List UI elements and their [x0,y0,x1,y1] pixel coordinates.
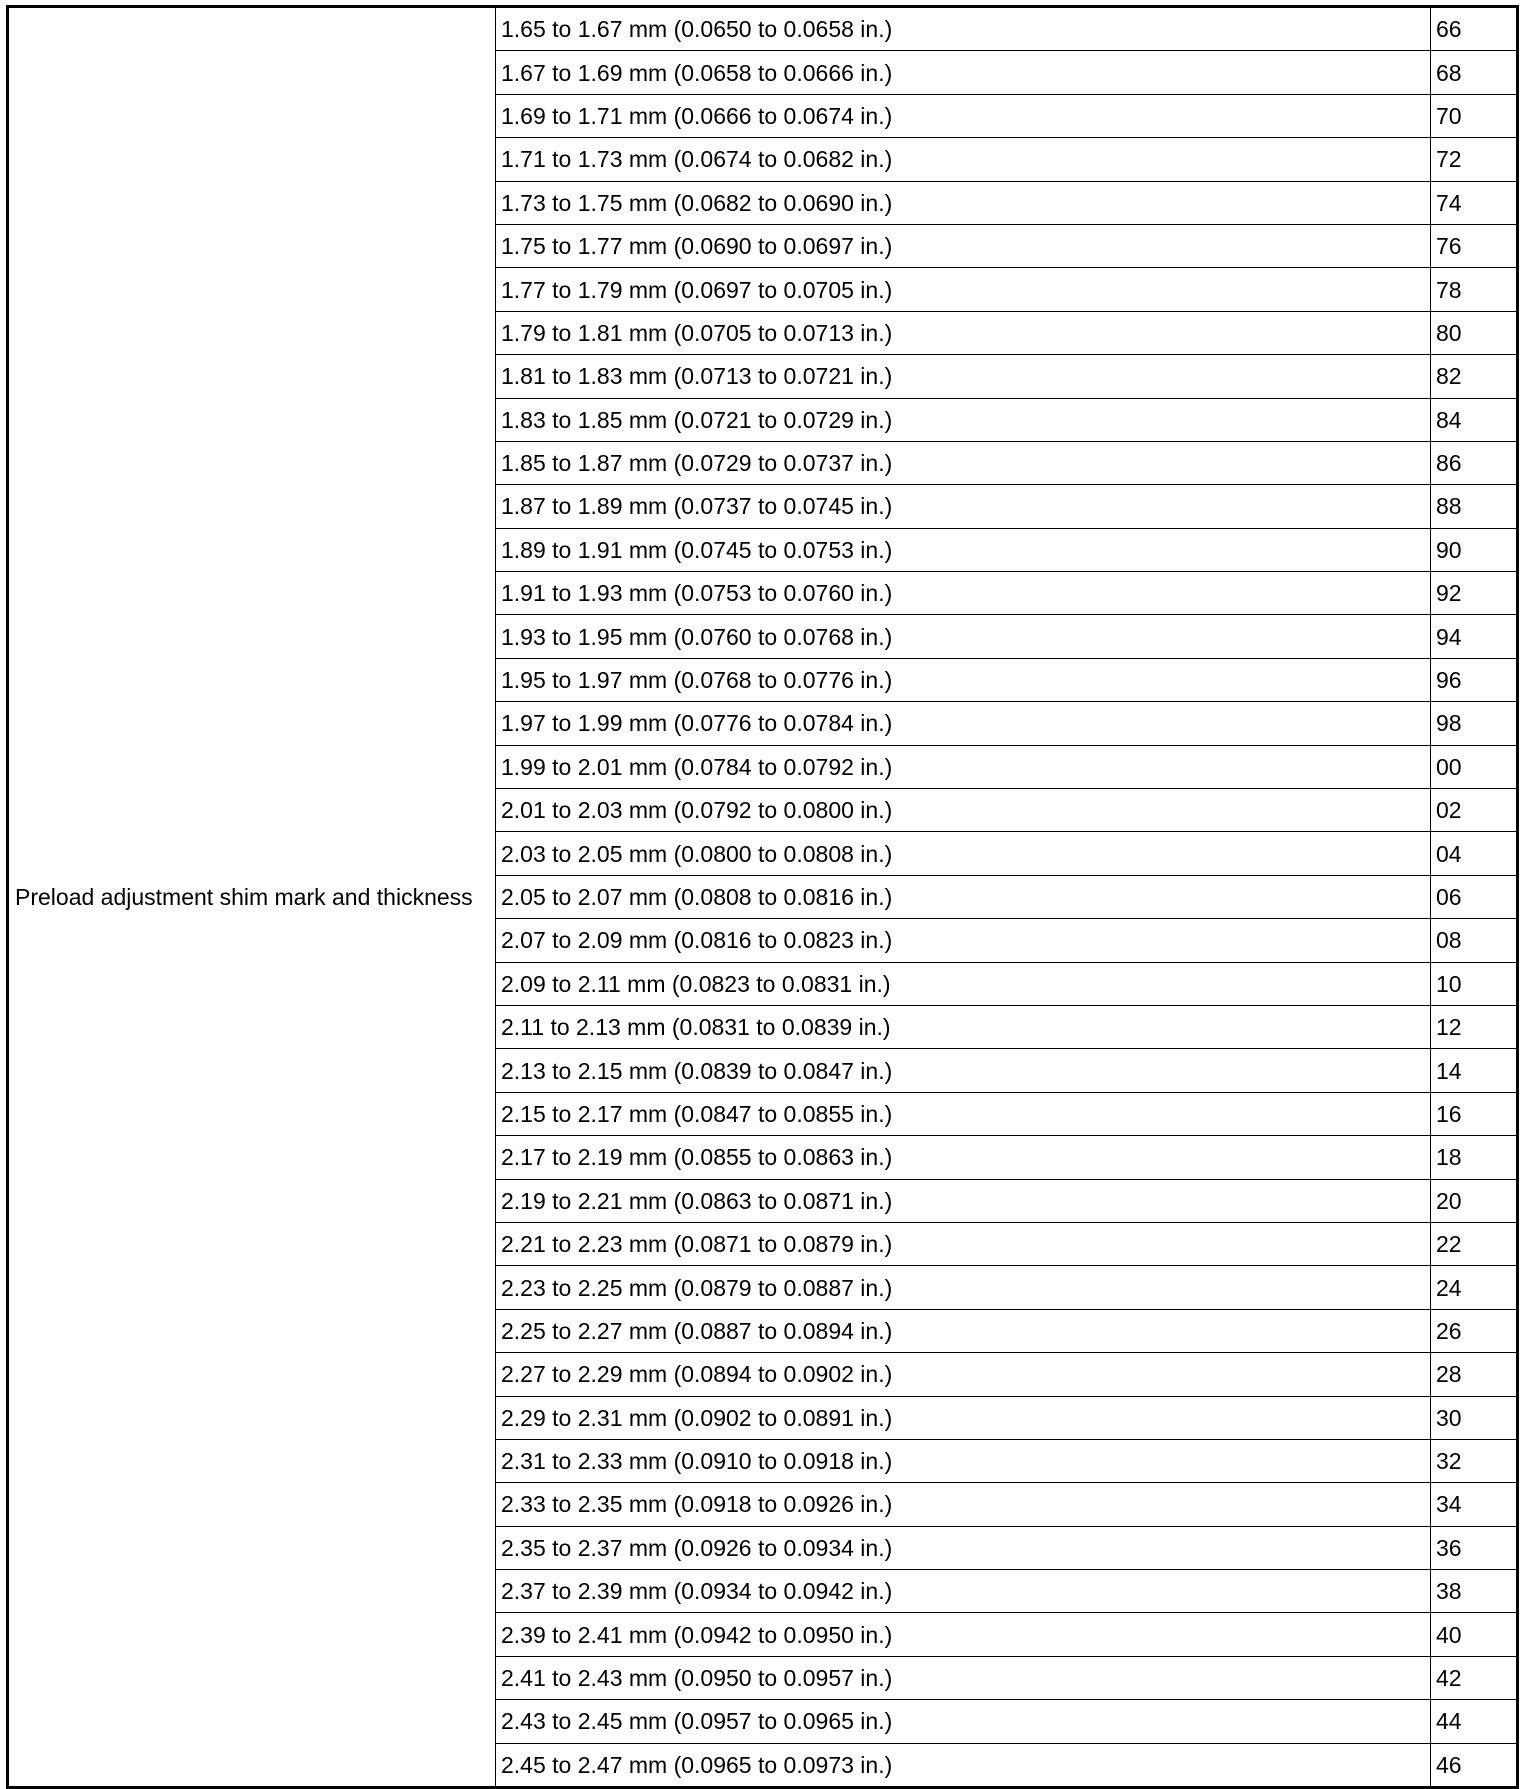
thickness-cell: 2.15 to 2.17 mm (0.0847 to 0.0855 in.) [496,1092,1431,1135]
thickness-cell: 2.43 to 2.45 mm (0.0957 to 0.0965 in.) [496,1700,1431,1743]
mark-cell: 30 [1431,1396,1518,1439]
thickness-cell: 1.95 to 1.97 mm (0.0768 to 0.0776 in.) [496,658,1431,701]
thickness-cell: 2.21 to 2.23 mm (0.0871 to 0.0879 in.) [496,1222,1431,1265]
mark-cell: 72 [1431,138,1518,181]
mark-cell: 18 [1431,1136,1518,1179]
thickness-cell: 1.75 to 1.77 mm (0.0690 to 0.0697 in.) [496,224,1431,267]
thickness-cell: 1.65 to 1.67 mm (0.0650 to 0.0658 in.) [496,7,1431,51]
mark-cell: 16 [1431,1092,1518,1135]
mark-cell: 42 [1431,1656,1518,1699]
thickness-cell: 2.37 to 2.39 mm (0.0934 to 0.0942 in.) [496,1570,1431,1613]
thickness-cell: 2.27 to 2.29 mm (0.0894 to 0.0902 in.) [496,1353,1431,1396]
mark-cell: 96 [1431,658,1518,701]
thickness-cell: 2.33 to 2.35 mm (0.0918 to 0.0926 in.) [496,1483,1431,1526]
mark-cell: 02 [1431,789,1518,832]
mark-cell: 10 [1431,962,1518,1005]
thickness-cell: 2.39 to 2.41 mm (0.0942 to 0.0950 in.) [496,1613,1431,1656]
thickness-cell: 1.85 to 1.87 mm (0.0729 to 0.0737 in.) [496,441,1431,484]
thickness-cell: 1.71 to 1.73 mm (0.0674 to 0.0682 in.) [496,138,1431,181]
thickness-cell: 2.29 to 2.31 mm (0.0902 to 0.0891 in.) [496,1396,1431,1439]
mark-cell: 70 [1431,94,1518,137]
thickness-cell: 1.93 to 1.95 mm (0.0760 to 0.0768 in.) [496,615,1431,658]
mark-cell: 32 [1431,1439,1518,1482]
mark-cell: 90 [1431,528,1518,571]
mark-cell: 34 [1431,1483,1518,1526]
mark-cell: 80 [1431,311,1518,354]
mark-cell: 08 [1431,919,1518,962]
mark-cell: 44 [1431,1700,1518,1743]
mark-cell: 14 [1431,1049,1518,1092]
thickness-cell: 1.91 to 1.93 mm (0.0753 to 0.0760 in.) [496,572,1431,615]
thickness-cell: 2.23 to 2.25 mm (0.0879 to 0.0887 in.) [496,1266,1431,1309]
thickness-cell: 2.17 to 2.19 mm (0.0855 to 0.0863 in.) [496,1136,1431,1179]
thickness-cell: 2.45 to 2.47 mm (0.0965 to 0.0973 in.) [496,1743,1431,1787]
mark-cell: 74 [1431,181,1518,224]
thickness-cell: 2.01 to 2.03 mm (0.0792 to 0.0800 in.) [496,789,1431,832]
thickness-cell: 2.07 to 2.09 mm (0.0816 to 0.0823 in.) [496,919,1431,962]
mark-cell: 86 [1431,441,1518,484]
thickness-cell: 2.35 to 2.37 mm (0.0926 to 0.0934 in.) [496,1526,1431,1569]
mark-cell: 00 [1431,745,1518,788]
thickness-cell: 2.41 to 2.43 mm (0.0950 to 0.0957 in.) [496,1656,1431,1699]
mark-cell: 92 [1431,572,1518,615]
thickness-cell: 1.73 to 1.75 mm (0.0682 to 0.0690 in.) [496,181,1431,224]
mark-cell: 94 [1431,615,1518,658]
thickness-cell: 2.19 to 2.21 mm (0.0863 to 0.0871 in.) [496,1179,1431,1222]
thickness-cell: 1.79 to 1.81 mm (0.0705 to 0.0713 in.) [496,311,1431,354]
table-row [8,7,1518,51]
mark-cell: 84 [1431,398,1518,441]
mark-cell: 82 [1431,355,1518,398]
thickness-cell: 1.77 to 1.79 mm (0.0697 to 0.0705 in.) [496,268,1431,311]
thickness-cell: 1.97 to 1.99 mm (0.0776 to 0.0784 in.) [496,702,1431,745]
mark-cell: 12 [1431,1005,1518,1048]
mark-cell: 40 [1431,1613,1518,1656]
mark-cell: 98 [1431,702,1518,745]
mark-cell: 26 [1431,1309,1518,1352]
spec-label-cell: Preload adjustment shim mark and thickness [8,7,496,1788]
thickness-cell: 1.67 to 1.69 mm (0.0658 to 0.0666 in.) [496,51,1431,94]
thickness-cell: 1.99 to 2.01 mm (0.0784 to 0.0792 in.) [496,745,1431,788]
thickness-cell: 2.11 to 2.13 mm (0.0831 to 0.0839 in.) [496,1005,1431,1048]
mark-cell: 88 [1431,485,1518,528]
thickness-cell: 1.81 to 1.83 mm (0.0713 to 0.0721 in.) [496,355,1431,398]
mark-cell: 04 [1431,832,1518,875]
thickness-cell: 1.87 to 1.89 mm (0.0737 to 0.0745 in.) [496,485,1431,528]
thickness-cell: 2.09 to 2.11 mm (0.0823 to 0.0831 in.) [496,962,1431,1005]
mark-cell: 38 [1431,1570,1518,1613]
mark-cell: 28 [1431,1353,1518,1396]
mark-cell: 36 [1431,1526,1518,1569]
mark-cell: 76 [1431,224,1518,267]
thickness-cell: 1.83 to 1.85 mm (0.0721 to 0.0729 in.) [496,398,1431,441]
mark-cell: 66 [1431,7,1518,51]
mark-cell: 06 [1431,875,1518,918]
shim-spec-table [6,5,1519,1789]
thickness-cell: 1.69 to 1.71 mm (0.0666 to 0.0674 in.) [496,94,1431,137]
mark-cell: 22 [1431,1222,1518,1265]
mark-cell: 68 [1431,51,1518,94]
thickness-cell: 1.89 to 1.91 mm (0.0745 to 0.0753 in.) [496,528,1431,571]
thickness-cell: 2.03 to 2.05 mm (0.0800 to 0.0808 in.) [496,832,1431,875]
mark-cell: 46 [1431,1743,1518,1787]
thickness-cell: 2.25 to 2.27 mm (0.0887 to 0.0894 in.) [496,1309,1431,1352]
thickness-cell: 2.31 to 2.33 mm (0.0910 to 0.0918 in.) [496,1439,1431,1482]
mark-cell: 78 [1431,268,1518,311]
mark-cell: 20 [1431,1179,1518,1222]
thickness-cell: 2.13 to 2.15 mm (0.0839 to 0.0847 in.) [496,1049,1431,1092]
mark-cell: 24 [1431,1266,1518,1309]
thickness-cell: 2.05 to 2.07 mm (0.0808 to 0.0816 in.) [496,875,1431,918]
shim-spec-table-body [8,7,1518,1788]
